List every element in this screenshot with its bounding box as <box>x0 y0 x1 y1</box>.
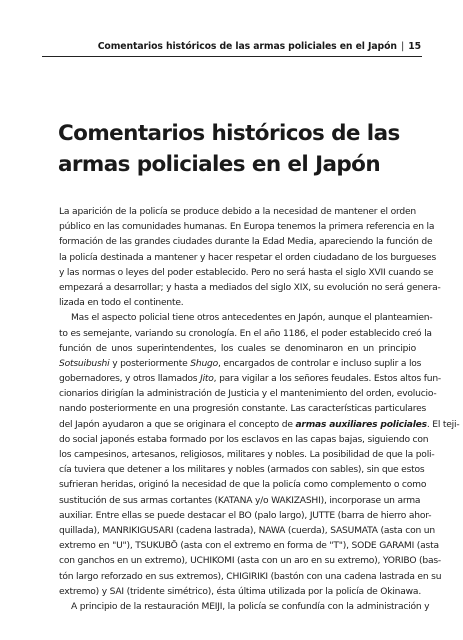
header-rule <box>42 56 422 57</box>
chapter-title-line-2: armas policiales en el Japón <box>58 152 381 177</box>
text-line: do social japonés estaba formado por los esclavos en las capas bajas, siguiendo con <box>59 434 429 445</box>
chapter-title <box>58 118 418 180</box>
text-line: función de unos superintendentes, los cuales se denominaron en un principio <box>59 343 416 354</box>
text-line: quillada), MANRIKIGUSARI (cadena lastrada), NAWA (cuerda), SASUMATA (asta con un <box>59 525 435 536</box>
text-line: La aparición de la policía se produce debido a la necesidad de mantener el orden <box>59 207 416 217</box>
running-header <box>98 41 421 52</box>
emphasis-term: Shugo <box>190 358 218 369</box>
text-line: cía tuviera que detener a los militares y nobles (armados con sables), sin que estos <box>59 465 425 476</box>
text-line-mixed: Sotsuibushi y posteriormente Shugo, encargados de controlar e incluso suplir a los <box>59 358 422 369</box>
paragraph-2 <box>59 311 460 600</box>
text-line: to es semejante, variando su cronología. En el año 1186, el poder establecido creó la <box>59 328 432 339</box>
text-line: extremo) y SAI (tridente simétrico), ésta última utilizada por la policía de Okinawa. <box>59 586 422 597</box>
text-line: con ganchos en un extremo), UCHIKOMI (asta con un aro en su extremo), YORIBO (bas- <box>59 556 441 567</box>
paragraph-3 <box>59 600 430 615</box>
text-line: lizada en todo el continente. <box>59 298 184 309</box>
text-line-mixed: gobernadores, y otros llamados Jito, para vigilar a los señores feudales. Estos altos fun- <box>59 374 442 385</box>
text-line: extremo en "U"), TSUKUBŌ (asta con el extremo en forma de "T"), SODE GARAMI (asta <box>59 541 439 552</box>
page-number: 15 <box>408 41 421 52</box>
text-line: A principio de la restauración MEIJI, la policía se confundía con la administración y <box>71 601 430 612</box>
text-line: público en las comunidades humanas. En Europa tenemos la primera referencia en la <box>59 222 435 233</box>
text-line: la policía destinada a mantener y hacer respetar el orden ciudadano de los burgueses <box>59 252 436 263</box>
text-line: auxiliar. Entre ellas se puede destacar el BO (palo largo), JUTTE (barra de hierro ahor- <box>59 510 432 521</box>
text-line-mixed: del Japón ayudaron a que se originara el concepto de armas auxiliares policiales. El teji- <box>59 419 460 430</box>
emphasis-term-bold: armas auxiliares policiales <box>295 419 427 430</box>
text-line: Mas el aspecto policial tiene otros antecedentes en Japón, aunque el planteamien- <box>71 313 433 324</box>
emphasis-term: Jito <box>200 374 214 385</box>
running-title: Comentarios históricos de las armas policiales en el Japón <box>97 41 397 52</box>
text-line: los campesinos, artesanos, religiosos, militares y nobles. La posibilidad de que la poli- <box>59 450 435 460</box>
paragraph-1 <box>59 205 441 311</box>
chapter-title-line-1: Comentarios históricos de las <box>58 121 400 146</box>
text-line: y las normas o leyes del poder establecido. Pero no será hasta el siglo XVII cuando se <box>59 267 434 278</box>
text-line: formación de las grandes ciudades durante la Edad Media, apareciendo la función de <box>59 237 433 248</box>
header-separator: | <box>401 41 405 52</box>
text-line: empezará a desarrollar; y hasta a mediados del siglo XIX, su evolución no será genera- <box>59 282 441 293</box>
text-line: sufrieran heridas, originó la necesidad de que la policía como complemento o como <box>59 480 427 491</box>
text-line: cionarios dirigían la administración de Justicia y el mantenimiento del orden, evolucio- <box>59 389 437 400</box>
text-line: tón largo reforzado en sus extremos), CHIGIRIKI (bastón con una cadena lastrada en su <box>59 571 442 582</box>
text-line: nando posteriormente en una progresión constante. Las características particulares <box>59 404 427 415</box>
body-text <box>59 205 460 615</box>
text-line: sustitución de sus armas cortantes (KATANA y/o WAKIZASHI), incorporase un arma <box>59 495 421 506</box>
emphasis-term: Sotsuibushi <box>59 358 110 369</box>
